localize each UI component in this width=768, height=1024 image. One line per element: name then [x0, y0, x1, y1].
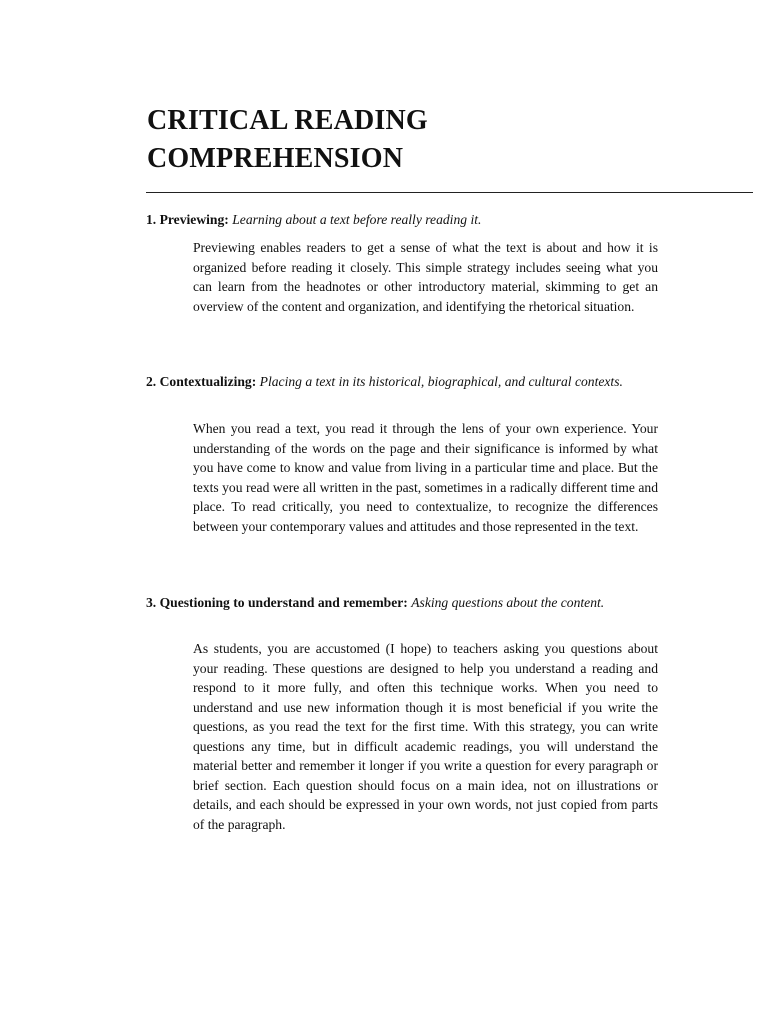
page-title-line-2: COMPREHENSION — [147, 143, 404, 174]
section-body-contextualizing: When you read a text, you read it through the lens of your own experience. Your understanding of the words on the page and their significance is informed by what you have come to know and value from living in a particular time and place. But the texts you read were all written in the past, sometimes in a radically different time and place. To read critically, you need to contextualize, to recognize the differences between your contemporary values and attitudes and those represented in the text. — [193, 421, 658, 534]
section-label: 2. Contextualizing: — [146, 374, 257, 389]
section-label: 1. Previewing: — [146, 212, 229, 227]
page-title-line-1: CRITICAL READING — [147, 105, 428, 136]
title-divider — [146, 192, 753, 193]
page-title — [147, 102, 707, 178]
section-heading-contextualizing — [146, 372, 657, 392]
section-body-previewing: Previewing enables readers to get a sense of what the text is about and how it is organized before reading it closely. This simple strategy includes seeing what you can learn from the headnotes or other introductory material, skimming to get an overview of the content and organization, and identifying the rhetorical situation. — [193, 240, 658, 314]
section-subtitle: Placing a text in its historical, biographical, and cultural contexts. — [259, 374, 623, 389]
section-heading-previewing — [146, 210, 657, 230]
section-body-questioning: As students, you are accustomed (I hope) to teachers asking you questions about your reading. These questions are designed to help you understand a reading and respond to it more fully, and often this technique works. When you need to understand and use new information though it is most beneficial if you write the questions, as you read the text for the first time. With this strategy, you can write questions any time, but in difficult academic readings, you will understand the material better and remember it longer if you write a question for every paragraph or brief section. Each question should focus on a main idea, not on illustrations or details, and each should be expressed in your own words, not just copied from parts of the paragraph. — [193, 641, 658, 832]
section-heading-questioning — [146, 593, 657, 613]
section-subtitle: Asking questions about the content. — [411, 595, 605, 610]
section-label: 3. Questioning to understand and remember: — [146, 595, 408, 610]
section-subtitle: Learning about a text before really reading it. — [232, 212, 482, 227]
